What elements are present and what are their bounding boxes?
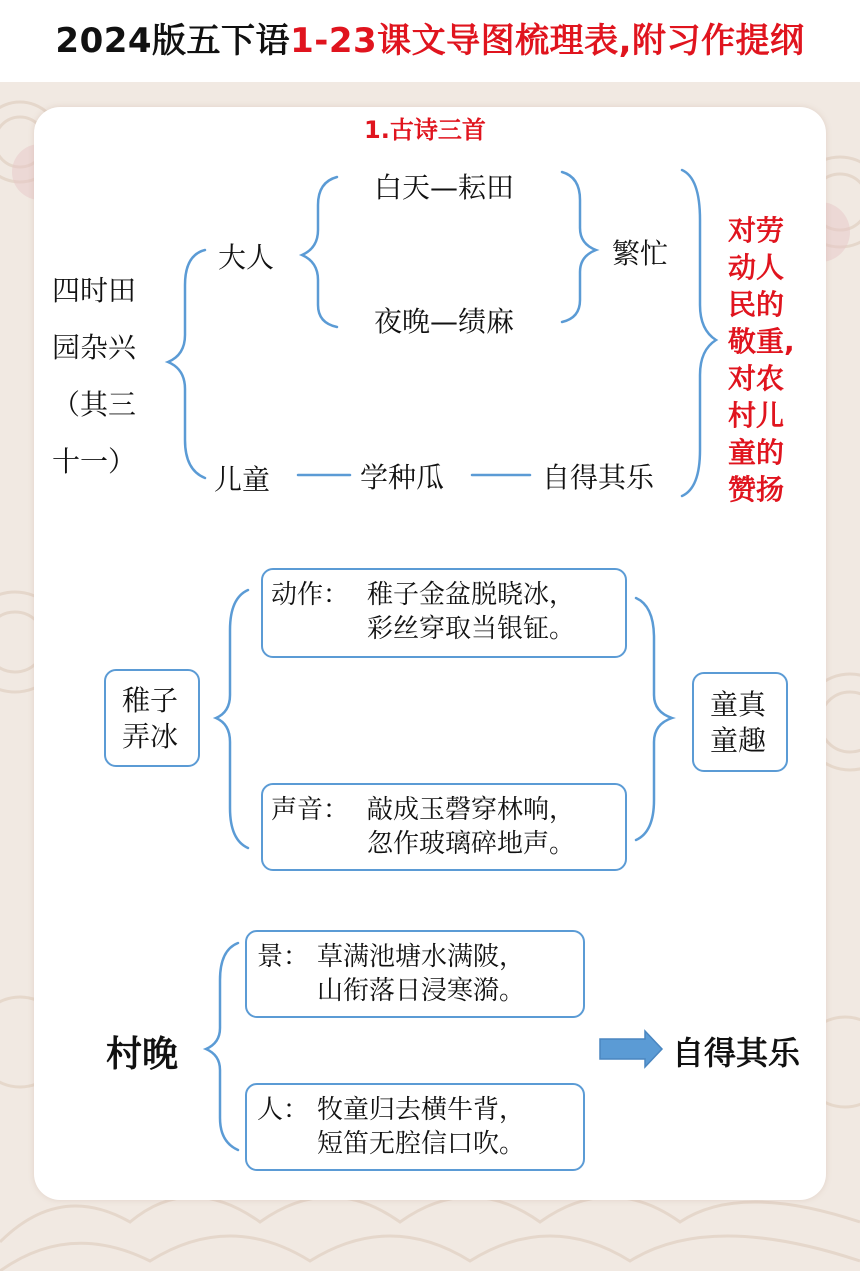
theme-line: 村儿 bbox=[728, 399, 785, 432]
brace-busy bbox=[562, 172, 596, 322]
people-label: 人： bbox=[257, 1095, 310, 1125]
people-box bbox=[245, 1083, 585, 1171]
theme-line: 对农 bbox=[728, 362, 785, 395]
action-box bbox=[261, 568, 627, 658]
poem1-title-line: 园杂兴 bbox=[52, 331, 137, 364]
poem3-title: 村晚 bbox=[106, 1034, 179, 1075]
section-heading: 1.古诗三首 bbox=[364, 116, 486, 144]
brace-poem3-left bbox=[206, 943, 238, 1150]
children-label: 儿童 bbox=[214, 463, 271, 496]
brace-poem2-left bbox=[216, 590, 248, 848]
poem2-title bbox=[122, 683, 178, 755]
theme-line: 赞扬 bbox=[728, 473, 785, 506]
action-line: 彩丝穿取当银钲。 bbox=[367, 614, 576, 644]
poem2-title-line: 弄冰 bbox=[122, 720, 179, 753]
scene-box bbox=[245, 930, 585, 1018]
sound-line: 忽作玻璃碎地声。 bbox=[367, 829, 576, 859]
poem1-theme bbox=[728, 212, 795, 508]
brace-adults bbox=[302, 177, 337, 327]
title-highlight: 1-23课文导图梳理表,附习作提纲 bbox=[290, 21, 805, 61]
poem2-result-box bbox=[692, 672, 788, 772]
theme-line: 民的 bbox=[728, 288, 785, 321]
scene-line: 山衔落日浸寒漪。 bbox=[317, 976, 526, 1006]
theme-line: 动人 bbox=[728, 251, 785, 284]
brace-poem1-left bbox=[168, 250, 205, 478]
poem2-result bbox=[710, 687, 766, 759]
poem1-title-line: 四时田 bbox=[52, 274, 137, 307]
sound-line: 敲成玉磬穿林响， bbox=[367, 795, 576, 825]
poem2-title-box bbox=[104, 669, 200, 767]
joy-label: 自得其乐 bbox=[542, 461, 655, 494]
poem2-result-line: 童真 bbox=[710, 688, 767, 721]
scene-line: 草满池塘水满陂， bbox=[317, 942, 526, 972]
poem2-result-line: 童趣 bbox=[710, 724, 767, 757]
action-label: 动作： bbox=[271, 580, 350, 610]
brace-theme bbox=[682, 170, 716, 496]
day-activity: 白天—耘田 bbox=[374, 171, 515, 204]
poem1-title bbox=[52, 262, 136, 490]
poem1-title-line: 十一） bbox=[52, 445, 137, 478]
theme-line: 童的 bbox=[728, 436, 785, 469]
theme-line: 对劳 bbox=[728, 214, 785, 247]
poem3-result: 自得其乐 bbox=[672, 1034, 801, 1072]
theme-line: 敬重, bbox=[728, 325, 795, 358]
brace-poem2-right bbox=[636, 598, 672, 840]
adults-label: 大人 bbox=[218, 241, 275, 274]
action-line: 稚子金盆脱晓冰， bbox=[367, 580, 576, 610]
learn-label: 学种瓜 bbox=[360, 461, 445, 494]
people-line: 短笛无腔信口吹。 bbox=[317, 1129, 526, 1159]
arrow-icon bbox=[600, 1031, 662, 1067]
busy-label: 繁忙 bbox=[612, 237, 669, 270]
sound-label: 声音： bbox=[271, 795, 350, 825]
poem1-title-line: （其三 bbox=[52, 388, 137, 421]
poem2-title-line: 稚子 bbox=[122, 684, 179, 717]
title-prefix: 2024版五下语 bbox=[55, 21, 291, 61]
scene-label: 景： bbox=[257, 942, 310, 972]
people-line: 牧童归去横牛背， bbox=[317, 1095, 526, 1125]
sound-box bbox=[261, 783, 627, 871]
night-activity: 夜晚—绩麻 bbox=[374, 305, 515, 338]
